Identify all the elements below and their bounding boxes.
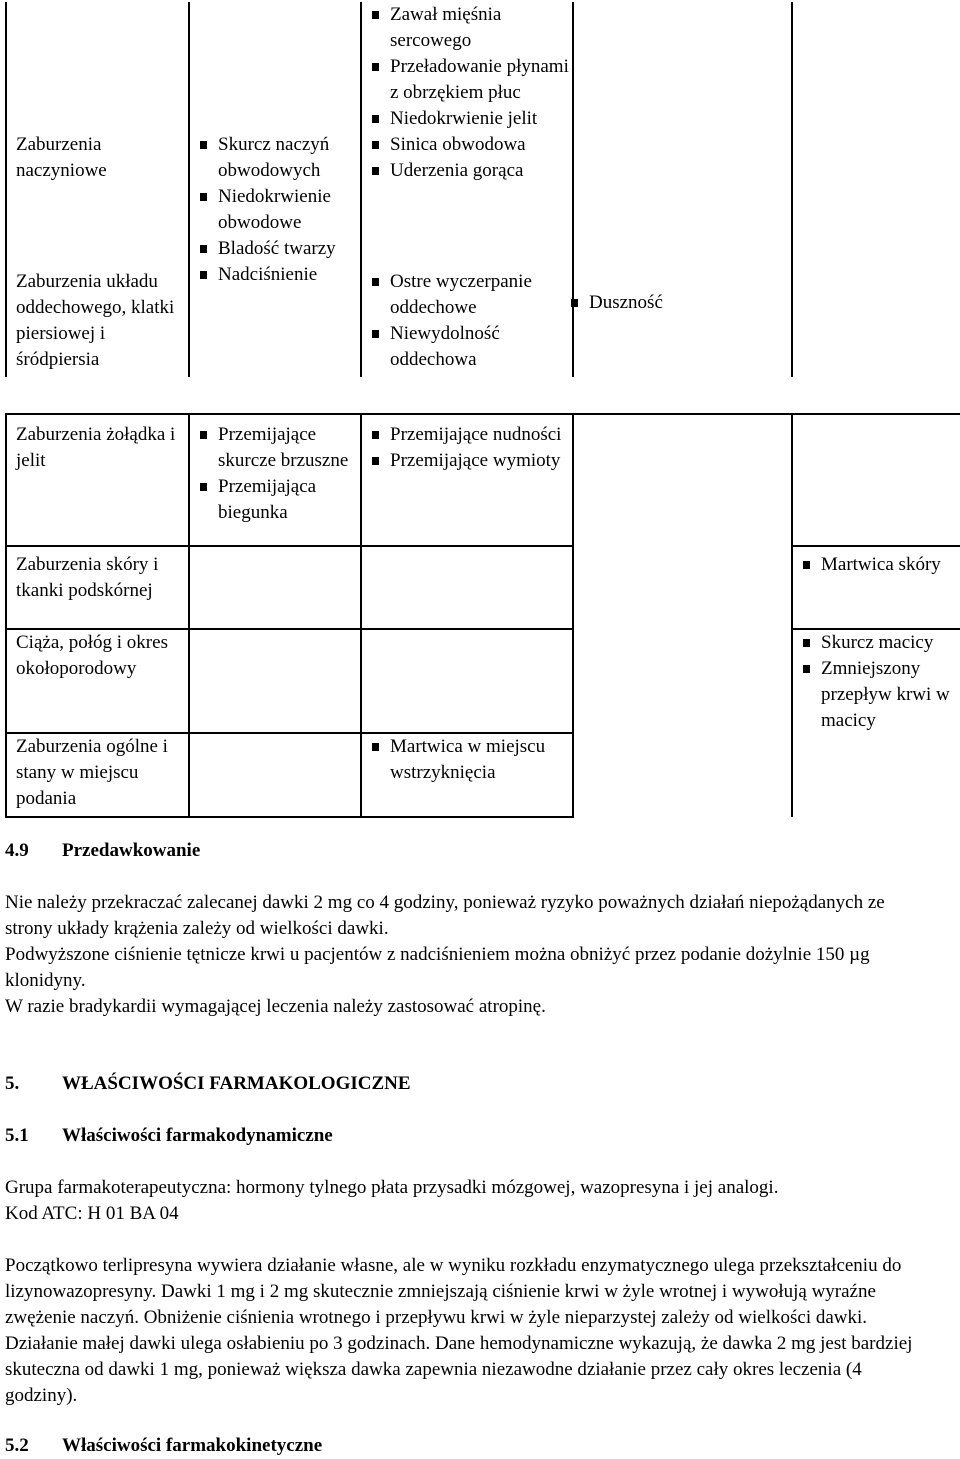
- effects-list: [371, 734, 572, 786]
- effects-cell: [361, 414, 573, 546]
- effects-cell: [361, 629, 573, 733]
- category-label: Zaburzenia naczyniowe: [16, 134, 107, 181]
- list-item: Przemijające wymioty: [371, 448, 572, 474]
- pharmacodynamics-group: [5, 1175, 935, 1227]
- section-title: Właściwości farmakokinetyczne: [62, 1435, 323, 1456]
- square-bullet-icon: [372, 115, 379, 123]
- table-row: [6, 629, 960, 733]
- section-heading-overdose: [5, 838, 935, 864]
- list-item: Martwica w miejscu wstrzyknięcia: [371, 734, 572, 786]
- category-label: Zaburzenia ogólne i stany w miejscu podania: [16, 736, 168, 809]
- square-bullet-icon: [200, 245, 207, 253]
- square-bullet-icon: [803, 639, 810, 647]
- effects-list: [371, 269, 572, 373]
- category-cell: [6, 263, 189, 377]
- square-bullet-icon: [803, 561, 810, 569]
- list-item: Bladość twarzy: [199, 236, 360, 262]
- effects-cell: [361, 263, 573, 377]
- section-number: 4.9: [5, 840, 29, 861]
- category-cell: [6, 414, 189, 546]
- pharmacodynamics-body: [5, 1253, 935, 1409]
- square-bullet-icon: [372, 167, 379, 175]
- effects-cell: [189, 629, 361, 733]
- paragraph: Grupa farmakoterapeutyczna: hormony tylnego płata przysadki mózgowej, wazopresyna i jej analogi.: [5, 1177, 779, 1198]
- list-item: Przemijające nudności: [371, 422, 572, 448]
- list-item: Zawał mięśnia sercowego: [371, 2, 572, 54]
- table-row: [6, 546, 960, 629]
- paragraph: W razie bradykardii wymagającej leczenia należy zastosować atropinę.: [5, 996, 546, 1017]
- list-item: Niedokrwienie jelit: [371, 106, 572, 132]
- category-cell: [6, 2, 189, 263]
- section-title: WŁAŚCIWOŚCI FARMAKOLOGICZNE: [62, 1073, 411, 1094]
- list-item: Martwica skóry: [802, 552, 960, 578]
- list-item: Przeładowanie płynami z obrzękiem płuc: [371, 54, 572, 106]
- section-number: 5.1: [5, 1125, 29, 1146]
- section-heading-pharmacodynamics: [5, 1123, 935, 1149]
- list-item: Przemijająca biegunka: [199, 474, 360, 526]
- category-label: Zaburzenia układu oddechowego, klatki piersiowej i śródpiersia: [16, 271, 175, 370]
- square-bullet-icon: [200, 431, 207, 439]
- effects-cell: [361, 546, 573, 629]
- adverse-effects-table: [5, 2, 960, 377]
- section-title: Właściwości farmakodynamiczne: [62, 1125, 333, 1146]
- effects-list: [199, 132, 360, 288]
- square-bullet-icon: [200, 483, 207, 491]
- list-item: Sinica obwodowa: [371, 132, 572, 158]
- effects-cell: [189, 414, 361, 546]
- square-bullet-icon: [200, 141, 207, 149]
- square-bullet-icon: [372, 431, 379, 439]
- square-bullet-icon: [372, 457, 379, 465]
- list-item: Zmniejszony przepływ krwi w macicy: [802, 656, 960, 734]
- effects-cell: [792, 629, 960, 817]
- effects-list: [371, 422, 572, 474]
- paragraph: Podwyższone ciśnienie tętnicze krwi u pacjentów z nadciśnieniem można obniżyć przez podanie dożylnie 150 µg klonidyny.: [5, 944, 870, 991]
- effects-cell: [189, 2, 361, 377]
- list-item: Uderzenia gorąca: [371, 158, 572, 184]
- table-row: [6, 414, 960, 546]
- overdose-text: [5, 890, 935, 1020]
- category-label: Ciąża, połóg i okres okołoporodowy: [16, 632, 168, 679]
- effects-cell: [573, 2, 792, 377]
- section-heading-pharmacokinetics: [5, 1433, 935, 1459]
- list-item: Nadciśnienie: [199, 262, 360, 288]
- category-cell: [6, 733, 189, 817]
- effects-cell: [361, 2, 573, 263]
- category-cell: [6, 546, 189, 629]
- effects-cell-dyspnea: [570, 290, 780, 316]
- square-bullet-icon: [571, 299, 578, 307]
- list-item: Niewydolność oddechowa: [371, 321, 572, 373]
- table-row: [6, 2, 960, 263]
- effects-list: [802, 630, 960, 734]
- category-label: Zaburzenia skóry i tkanki podskórnej: [16, 554, 159, 601]
- list-item: Niedokrwienie obwodowe: [199, 184, 360, 236]
- category-cell: [6, 629, 189, 733]
- effects-cell: [792, 546, 960, 629]
- section-title: Przedawkowanie: [62, 840, 201, 861]
- category-label: Zaburzenia żołądka i jelit: [16, 424, 176, 471]
- square-bullet-icon: [372, 63, 379, 71]
- effects-cell: [792, 2, 960, 377]
- list-item: Ostre wyczerpanie oddechowe: [371, 269, 572, 321]
- effects-list: [199, 422, 360, 526]
- effects-list: [802, 552, 960, 578]
- section-number: 5.: [5, 1073, 20, 1094]
- effects-cell: [189, 733, 361, 817]
- square-bullet-icon: [372, 141, 379, 149]
- square-bullet-icon: [200, 271, 207, 279]
- effects-list: [371, 2, 572, 184]
- effects-cell: [361, 733, 573, 817]
- adverse-effects-table-lower: [5, 413, 960, 818]
- paragraph: Początkowo terlipresyna wywiera działanie własne, ale w wyniku rozkładu enzymatycznego ulega przekształceniu do lizynowazopresyny. Dawki 1 mg i 2 mg skutecznie zmniejszają ciśnienie krwi w żyle wrotnej i wywołują wyraźne zwężenie naczyń. Obniżenie ciśnienia wrotnego i przepływu krwi w żyle nieparzystej zależy od wielkości dawki. Działanie małej dawki ulega osłabieniu po 3 godzinach. Dane hemodynamiczne wykazują, że dawka 2 mg jest bardziej skuteczna od dawki 1 mg, ponieważ większa dawka zapewnia niezawodne działanie przez cały okres leczenia (4 godziny).: [5, 1255, 913, 1406]
- paragraph: Nie należy przekraczać zalecanej dawki 2 mg co 4 godziny, ponieważ ryzyko poważnych działań niepożądanych ze strony układy krążenia zależy od wielkości dawki.: [5, 892, 885, 939]
- square-bullet-icon: [372, 330, 379, 338]
- list-item: Przemijające skurcze brzuszne: [199, 422, 360, 474]
- atc-code: Kod ATC: H 01 BA 04: [5, 1203, 179, 1224]
- list-item: Skurcz naczyń obwodowych: [199, 132, 360, 184]
- square-bullet-icon: [372, 11, 379, 19]
- section-number: 5.2: [5, 1435, 29, 1456]
- square-bullet-icon: [372, 278, 379, 286]
- effects-list: [570, 290, 780, 316]
- effects-cell: [189, 546, 361, 629]
- section-heading-pharmacology: [5, 1071, 935, 1097]
- effects-cell: [792, 414, 960, 546]
- square-bullet-icon: [803, 665, 810, 673]
- effects-cell: [573, 414, 792, 817]
- list-item: Skurcz macicy: [802, 630, 960, 656]
- square-bullet-icon: [200, 193, 207, 201]
- list-item: Duszność: [570, 290, 780, 316]
- square-bullet-icon: [372, 743, 379, 751]
